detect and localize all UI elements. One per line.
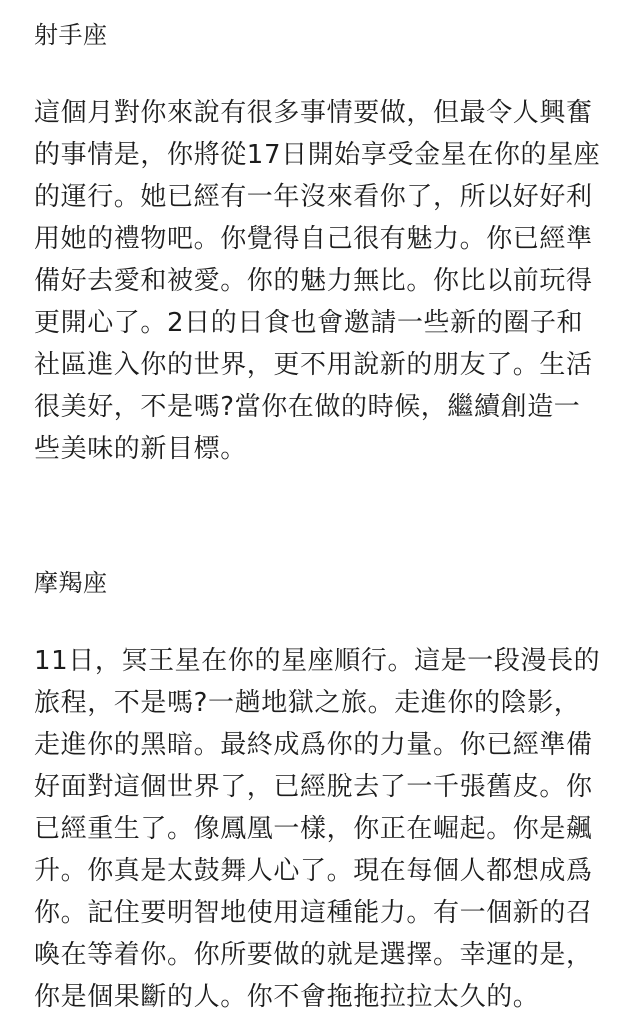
paragraph-line: 用她的禮物吧。你覺得自己很有魅力。你已經準 <box>34 224 593 254</box>
paragraph-line: 的運行。她已經有一年沒來看你了，所以好好利 <box>34 182 593 212</box>
paragraph-line: 11日，冥王星在你的星座順行。這是一段漫長的 <box>34 646 601 676</box>
paragraph-line: 備好去愛和被愛。你的魅力無比。你比以前玩得 <box>34 266 593 296</box>
paragraph-line: 你是個果斷的人。你不會拖拖拉拉太久的。 <box>34 982 540 1012</box>
paragraph-line: 你。記住要明智地使用這種能力。有一個新的召 <box>34 898 593 928</box>
paragraph-line: 升。你真是太鼓舞人心了。現在每個人都想成爲 <box>34 856 593 886</box>
paragraph-line: 旅程，不是嗎?一趟地獄之旅。走進你的陰影， <box>34 688 581 718</box>
paragraph-line: 好面對這個世界了，已經脫去了一千張舊皮。你 <box>34 772 593 802</box>
paragraph-line: 更開心了。2日的日食也會邀請一些新的圈子和 <box>34 308 584 338</box>
section-title-sagittarius: 射手座 <box>34 21 108 49</box>
paragraph-line: 這個月對你來說有很多事情要做，但最令人興奮 <box>34 98 593 128</box>
paragraph-line: 走進你的黑暗。最終成爲你的力量。你已經準備 <box>34 730 593 760</box>
paragraph-line: 喚在等着你。你所要做的就是選擇。幸運的是， <box>34 940 593 970</box>
paragraph-line: 些美味的新目標。 <box>34 434 247 464</box>
section-title-capricorn: 摩羯座 <box>34 569 108 597</box>
paragraph-line: 的事情是，你將從17日開始享受金星在你的星座 <box>34 140 601 170</box>
paragraph-line: 社區進入你的世界，更不用說新的朋友了。生活 <box>34 350 593 380</box>
paragraph-line: 已經重生了。像鳳凰一樣，你正在崛起。你是飆 <box>34 814 593 844</box>
paragraph-line: 很美好，不是嗎?當你在做的時候，繼續創造一 <box>34 392 581 422</box>
